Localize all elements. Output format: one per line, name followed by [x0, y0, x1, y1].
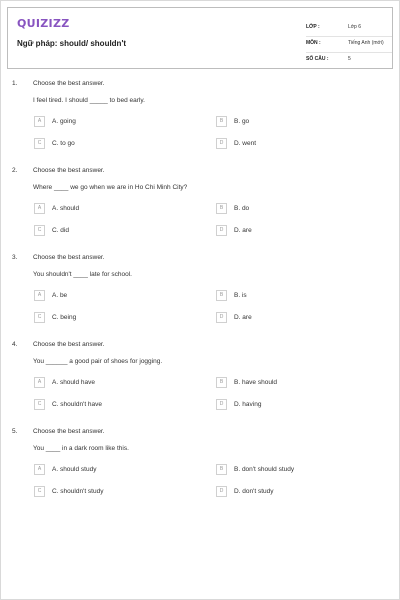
option-letter-box: B	[216, 203, 227, 214]
option-letter-box: D	[216, 138, 227, 149]
option-text: B. is	[234, 292, 247, 299]
question-number: 3.	[12, 254, 18, 261]
option-letter-box: A	[34, 290, 45, 301]
option-text: D. having	[234, 401, 262, 408]
option-text: B. don't should study	[234, 466, 295, 473]
question-instruction: Choose the best answer.	[33, 80, 105, 87]
option-text: B. go	[234, 118, 250, 125]
option-letter-box: B	[216, 464, 227, 475]
question-sentence: You shouldn't ____ late for school.	[33, 271, 132, 278]
meta-row-class	[306, 21, 392, 37]
quizizz-logo: QUIZIZZ	[17, 17, 70, 30]
option-text: B. do	[234, 205, 250, 212]
option-text: A. should have	[52, 379, 96, 386]
meta-row-subject	[306, 37, 392, 53]
option-letter-box: A	[34, 377, 45, 388]
meta-label: SỐ CÂU :	[306, 56, 329, 62]
question-instruction: Choose the best answer.	[33, 428, 105, 435]
question-number: 4.	[12, 341, 18, 348]
option-text: B. have should	[234, 379, 278, 386]
option-text: C. shouldn't study	[52, 488, 104, 495]
option-letter-box: B	[216, 290, 227, 301]
meta-label: MÔN :	[306, 40, 321, 46]
option-letter-box: B	[216, 116, 227, 127]
question-1	[12, 80, 388, 160]
worksheet-header	[7, 7, 393, 69]
option-letter-box: D	[216, 225, 227, 236]
question-sentence: Where ____ we go when we are in Ho Chi Minh City?	[33, 184, 188, 191]
option-letter-box: C	[34, 399, 45, 410]
option-letter-box: D	[216, 399, 227, 410]
option-letter-box: C	[34, 138, 45, 149]
question-number: 2.	[12, 167, 18, 174]
option-letter-box: A	[34, 203, 45, 214]
question-number: 1.	[12, 80, 18, 87]
option-letter-box: C	[34, 225, 45, 236]
question-2	[12, 167, 388, 247]
option-text: C. did	[52, 227, 69, 234]
option-letter-box: B	[216, 377, 227, 388]
option-text: C. shouldn't have	[52, 401, 103, 408]
meta-label: LỚP :	[306, 24, 320, 30]
meta-value: Lớp 6	[348, 24, 362, 30]
option-text: A. should	[52, 205, 80, 212]
option-text: D. are	[234, 314, 252, 321]
option-text: A. should study	[52, 466, 97, 473]
option-letter-box: C	[34, 486, 45, 497]
question-instruction: Choose the best answer.	[33, 167, 105, 174]
option-letter-box: A	[34, 116, 45, 127]
meta-value: 5	[348, 56, 351, 62]
question-sentence: You ______ a good pair of shoes for jogging.	[33, 358, 163, 365]
option-text: C. to go	[52, 140, 75, 147]
question-3	[12, 254, 388, 334]
option-letter-box: D	[216, 312, 227, 323]
option-text: A. going	[52, 118, 76, 125]
meta-row-count	[306, 53, 392, 69]
question-sentence: I feel tired. I should _____ to bed early.	[33, 97, 145, 104]
question-4	[12, 341, 388, 421]
option-letter-box: C	[34, 312, 45, 323]
option-letter-box: D	[216, 486, 227, 497]
question-instruction: Choose the best answer.	[33, 341, 105, 348]
question-instruction: Choose the best answer.	[33, 254, 105, 261]
option-text: D. don't study	[234, 488, 274, 495]
option-text: A. be	[52, 292, 68, 299]
worksheet-meta	[306, 21, 392, 69]
option-letter-box: A	[34, 464, 45, 475]
option-text: D. are	[234, 227, 252, 234]
question-5	[12, 428, 388, 508]
option-text: D. went	[234, 140, 257, 147]
worksheet-title: Ngữ pháp: should/ shouldn't	[17, 39, 127, 48]
question-sentence: You ____ in a dark room like this.	[33, 445, 129, 452]
question-number: 5.	[12, 428, 18, 435]
option-text: C. being	[52, 314, 77, 321]
meta-value: Tiếng Anh (mới)	[348, 40, 384, 46]
